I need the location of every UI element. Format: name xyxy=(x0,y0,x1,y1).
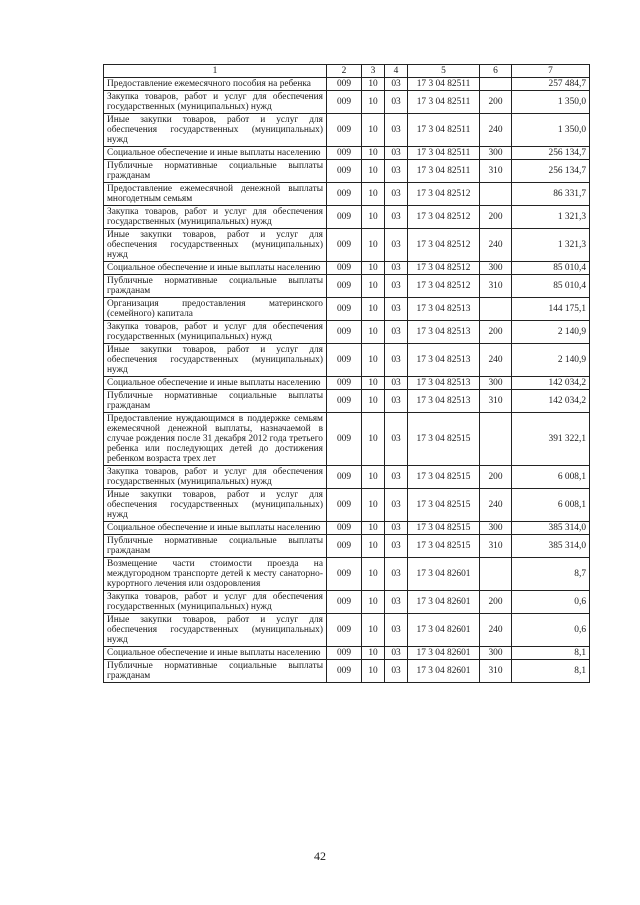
expense-type-code: 200 xyxy=(480,466,512,489)
subsection-code: 03 xyxy=(385,229,408,262)
ministry-code: 009 xyxy=(327,558,362,591)
section-code: 10 xyxy=(362,91,385,114)
table-row xyxy=(104,535,590,558)
amount: 0,6 xyxy=(512,591,590,614)
table-row xyxy=(104,489,590,522)
section-code: 10 xyxy=(362,413,385,466)
subsection-code: 03 xyxy=(385,558,408,591)
row-description: Закупка товаров, работ и услуг для обеспечения государственных (муниципальных) нужд xyxy=(104,91,327,114)
amount: 8,1 xyxy=(512,647,590,660)
row-description: Публичные нормативные социальные выплаты гражданам xyxy=(104,160,327,183)
table-row xyxy=(104,614,590,647)
expense-type-code xyxy=(480,558,512,591)
target-article-code: 17 3 04 82511 xyxy=(408,160,480,183)
amount: 85 010,4 xyxy=(512,275,590,298)
target-article-code: 17 3 04 82512 xyxy=(408,262,480,275)
table-row xyxy=(104,229,590,262)
section-code: 10 xyxy=(362,522,385,535)
table-row xyxy=(104,262,590,275)
row-description: Закупка товаров, работ и услуг для обеспечения государственных (муниципальных) нужд xyxy=(104,591,327,614)
table-row xyxy=(104,147,590,160)
table-row xyxy=(104,275,590,298)
col-header-7: 7 xyxy=(512,65,590,78)
section-code: 10 xyxy=(362,183,385,206)
target-article-code: 17 3 04 82515 xyxy=(408,466,480,489)
row-description: Социальное обеспечение и иные выплаты населению xyxy=(104,262,327,275)
target-article-code: 17 3 04 82513 xyxy=(408,377,480,390)
subsection-code: 03 xyxy=(385,114,408,147)
row-description: Иные закупки товаров, работ и услуг для обеспечения государственных (муниципальных) нужд xyxy=(104,614,327,647)
expense-type-code xyxy=(480,78,512,91)
target-article-code: 17 3 04 82512 xyxy=(408,206,480,229)
expense-type-code: 240 xyxy=(480,229,512,262)
section-code: 10 xyxy=(362,229,385,262)
ministry-code: 009 xyxy=(327,91,362,114)
target-article-code: 17 3 04 82512 xyxy=(408,183,480,206)
amount: 1 321,3 xyxy=(512,206,590,229)
table-row xyxy=(104,591,590,614)
section-code: 10 xyxy=(362,591,385,614)
row-description: Иные закупки товаров, работ и услуг для обеспечения государственных (муниципальных) нужд xyxy=(104,229,327,262)
expense-type-code: 310 xyxy=(480,390,512,413)
expense-type-code: 310 xyxy=(480,160,512,183)
section-code: 10 xyxy=(362,489,385,522)
ministry-code: 009 xyxy=(327,160,362,183)
row-description: Организация предоставления материнского (семейного) капитала xyxy=(104,298,327,321)
ministry-code: 009 xyxy=(327,591,362,614)
ministry-code: 009 xyxy=(327,614,362,647)
table-row xyxy=(104,390,590,413)
section-code: 10 xyxy=(362,377,385,390)
ministry-code: 009 xyxy=(327,522,362,535)
ministry-code: 009 xyxy=(327,321,362,344)
target-article-code: 17 3 04 82515 xyxy=(408,535,480,558)
subsection-code: 03 xyxy=(385,522,408,535)
section-code: 10 xyxy=(362,262,385,275)
amount: 1 350,0 xyxy=(512,114,590,147)
col-header-6: 6 xyxy=(480,65,512,78)
row-description: Публичные нормативные социальные выплаты гражданам xyxy=(104,535,327,558)
ministry-code: 009 xyxy=(327,114,362,147)
col-header-1: 1 xyxy=(104,65,327,78)
expense-type-code: 240 xyxy=(480,489,512,522)
amount: 385 314,0 xyxy=(512,535,590,558)
target-article-code: 17 3 04 82515 xyxy=(408,489,480,522)
expense-type-code: 240 xyxy=(480,114,512,147)
amount: 257 484,7 xyxy=(512,78,590,91)
subsection-code: 03 xyxy=(385,390,408,413)
ministry-code: 009 xyxy=(327,489,362,522)
target-article-code: 17 3 04 82511 xyxy=(408,91,480,114)
expense-type-code: 300 xyxy=(480,262,512,275)
table-row xyxy=(104,298,590,321)
expense-type-code: 200 xyxy=(480,321,512,344)
amount: 256 134,7 xyxy=(512,147,590,160)
target-article-code: 17 3 04 82601 xyxy=(408,558,480,591)
row-description: Социальное обеспечение и иные выплаты населению xyxy=(104,147,327,160)
ministry-code: 009 xyxy=(327,275,362,298)
subsection-code: 03 xyxy=(385,206,408,229)
expense-type-code: 200 xyxy=(480,206,512,229)
row-description: Закупка товаров, работ и услуг для обеспечения государственных (муниципальных) нужд xyxy=(104,321,327,344)
subsection-code: 03 xyxy=(385,647,408,660)
section-code: 10 xyxy=(362,114,385,147)
target-article-code: 17 3 04 82601 xyxy=(408,660,480,683)
amount: 6 008,1 xyxy=(512,489,590,522)
target-article-code: 17 3 04 82515 xyxy=(408,522,480,535)
expense-type-code xyxy=(480,413,512,466)
ministry-code: 009 xyxy=(327,147,362,160)
target-article-code: 17 3 04 82601 xyxy=(408,614,480,647)
amount: 1 321,3 xyxy=(512,229,590,262)
table-row xyxy=(104,160,590,183)
amount: 0,6 xyxy=(512,614,590,647)
table-row xyxy=(104,413,590,466)
target-article-code: 17 3 04 82601 xyxy=(408,647,480,660)
amount: 6 008,1 xyxy=(512,466,590,489)
row-description: Возмещение части стоимости проезда на междугородном транспорте детей к месту санаторно-курортного лечения или оздоровления xyxy=(104,558,327,591)
target-article-code: 17 3 04 82513 xyxy=(408,298,480,321)
section-code: 10 xyxy=(362,647,385,660)
section-code: 10 xyxy=(362,558,385,591)
ministry-code: 009 xyxy=(327,390,362,413)
amount: 1 350,0 xyxy=(512,91,590,114)
section-code: 10 xyxy=(362,298,385,321)
expense-type-code: 300 xyxy=(480,647,512,660)
row-description: Иные закупки товаров, работ и услуг для обеспечения государственных (муниципальных) нужд xyxy=(104,114,327,147)
amount: 391 322,1 xyxy=(512,413,590,466)
row-description: Публичные нормативные социальные выплаты гражданам xyxy=(104,275,327,298)
amount: 142 034,2 xyxy=(512,377,590,390)
section-code: 10 xyxy=(362,160,385,183)
subsection-code: 03 xyxy=(385,660,408,683)
expense-type-code: 300 xyxy=(480,147,512,160)
row-description: Закупка товаров, работ и услуг для обеспечения государственных (муниципальных) нужд xyxy=(104,206,327,229)
table-row xyxy=(104,321,590,344)
ministry-code: 009 xyxy=(327,262,362,275)
amount: 2 140,9 xyxy=(512,321,590,344)
target-article-code: 17 3 04 82511 xyxy=(408,147,480,160)
table-row xyxy=(104,647,590,660)
expense-type-code: 240 xyxy=(480,614,512,647)
table-row xyxy=(104,206,590,229)
ministry-code: 009 xyxy=(327,183,362,206)
header-row xyxy=(104,65,590,78)
subsection-code: 03 xyxy=(385,160,408,183)
amount: 144 175,1 xyxy=(512,298,590,321)
subsection-code: 03 xyxy=(385,91,408,114)
subsection-code: 03 xyxy=(385,344,408,377)
row-description: Социальное обеспечение и иные выплаты населению xyxy=(104,647,327,660)
ministry-code: 009 xyxy=(327,206,362,229)
col-header-5: 5 xyxy=(408,65,480,78)
subsection-code: 03 xyxy=(385,78,408,91)
subsection-code: 03 xyxy=(385,275,408,298)
col-header-3: 3 xyxy=(362,65,385,78)
expense-type-code: 310 xyxy=(480,535,512,558)
expense-type-code: 240 xyxy=(480,344,512,377)
target-article-code: 17 3 04 82511 xyxy=(408,78,480,91)
row-description: Публичные нормативные социальные выплаты гражданам xyxy=(104,390,327,413)
section-code: 10 xyxy=(362,147,385,160)
row-description: Социальное обеспечение и иные выплаты населению xyxy=(104,522,327,535)
row-description: Иные закупки товаров, работ и услуг для обеспечения государственных (муниципальных) нужд xyxy=(104,344,327,377)
section-code: 10 xyxy=(362,660,385,683)
ministry-code: 009 xyxy=(327,344,362,377)
col-header-4: 4 xyxy=(385,65,408,78)
target-article-code: 17 3 04 82601 xyxy=(408,591,480,614)
budget-table xyxy=(103,64,590,683)
section-code: 10 xyxy=(362,78,385,91)
expense-type-code: 200 xyxy=(480,91,512,114)
expense-type-code xyxy=(480,298,512,321)
table-row xyxy=(104,78,590,91)
table-row xyxy=(104,114,590,147)
expense-type-code: 300 xyxy=(480,522,512,535)
subsection-code: 03 xyxy=(385,413,408,466)
ministry-code: 009 xyxy=(327,298,362,321)
table-row xyxy=(104,377,590,390)
expense-type-code xyxy=(480,183,512,206)
row-description: Предоставление нуждающимся в поддержке семьям ежемесячной денежной выплаты, назначаемой в случае рождения после 31 декабря 2012 года третьего ребенка или последующих детей до достижения ребенком возраста трех лет xyxy=(104,413,327,466)
ministry-code: 009 xyxy=(327,78,362,91)
table-row xyxy=(104,183,590,206)
expense-type-code: 200 xyxy=(480,591,512,614)
col-header-2: 2 xyxy=(327,65,362,78)
target-article-code: 17 3 04 82512 xyxy=(408,275,480,298)
row-description: Иные закупки товаров, работ и услуг для обеспечения государственных (муниципальных) нужд xyxy=(104,489,327,522)
amount: 256 134,7 xyxy=(512,160,590,183)
ministry-code: 009 xyxy=(327,413,362,466)
target-article-code: 17 3 04 82513 xyxy=(408,390,480,413)
page-number: 42 xyxy=(314,849,326,863)
amount: 142 034,2 xyxy=(512,390,590,413)
row-description: Предоставление ежемесячной денежной выплаты многодетным семьям xyxy=(104,183,327,206)
amount: 86 331,7 xyxy=(512,183,590,206)
subsection-code: 03 xyxy=(385,466,408,489)
amount: 85 010,4 xyxy=(512,262,590,275)
ministry-code: 009 xyxy=(327,466,362,489)
table-row xyxy=(104,558,590,591)
subsection-code: 03 xyxy=(385,298,408,321)
subsection-code: 03 xyxy=(385,147,408,160)
ministry-code: 009 xyxy=(327,229,362,262)
table-row xyxy=(104,466,590,489)
section-code: 10 xyxy=(362,466,385,489)
section-code: 10 xyxy=(362,206,385,229)
amount: 8,1 xyxy=(512,660,590,683)
amount: 8,7 xyxy=(512,558,590,591)
subsection-code: 03 xyxy=(385,591,408,614)
row-description: Предоставление ежемесячного пособия на ребенка xyxy=(104,78,327,91)
section-code: 10 xyxy=(362,321,385,344)
subsection-code: 03 xyxy=(385,614,408,647)
subsection-code: 03 xyxy=(385,377,408,390)
section-code: 10 xyxy=(362,390,385,413)
target-article-code: 17 3 04 82513 xyxy=(408,344,480,377)
row-description: Закупка товаров, работ и услуг для обеспечения государственных (муниципальных) нужд xyxy=(104,466,327,489)
expense-type-code: 300 xyxy=(480,377,512,390)
amount: 385 314,0 xyxy=(512,522,590,535)
section-code: 10 xyxy=(362,344,385,377)
amount: 2 140,9 xyxy=(512,344,590,377)
section-code: 10 xyxy=(362,614,385,647)
ministry-code: 009 xyxy=(327,535,362,558)
target-article-code: 17 3 04 82512 xyxy=(408,229,480,262)
subsection-code: 03 xyxy=(385,183,408,206)
expense-type-code: 310 xyxy=(480,275,512,298)
table-row xyxy=(104,522,590,535)
table-row xyxy=(104,344,590,377)
target-article-code: 17 3 04 82515 xyxy=(408,413,480,466)
section-code: 10 xyxy=(362,535,385,558)
subsection-code: 03 xyxy=(385,535,408,558)
row-description: Социальное обеспечение и иные выплаты населению xyxy=(104,377,327,390)
target-article-code: 17 3 04 82511 xyxy=(408,114,480,147)
subsection-code: 03 xyxy=(385,321,408,344)
row-description: Публичные нормативные социальные выплаты гражданам xyxy=(104,660,327,683)
target-article-code: 17 3 04 82513 xyxy=(408,321,480,344)
subsection-code: 03 xyxy=(385,262,408,275)
section-code: 10 xyxy=(362,275,385,298)
ministry-code: 009 xyxy=(327,377,362,390)
expense-type-code: 310 xyxy=(480,660,512,683)
subsection-code: 03 xyxy=(385,489,408,522)
ministry-code: 009 xyxy=(327,660,362,683)
table-row xyxy=(104,660,590,683)
table-row xyxy=(104,91,590,114)
ministry-code: 009 xyxy=(327,647,362,660)
